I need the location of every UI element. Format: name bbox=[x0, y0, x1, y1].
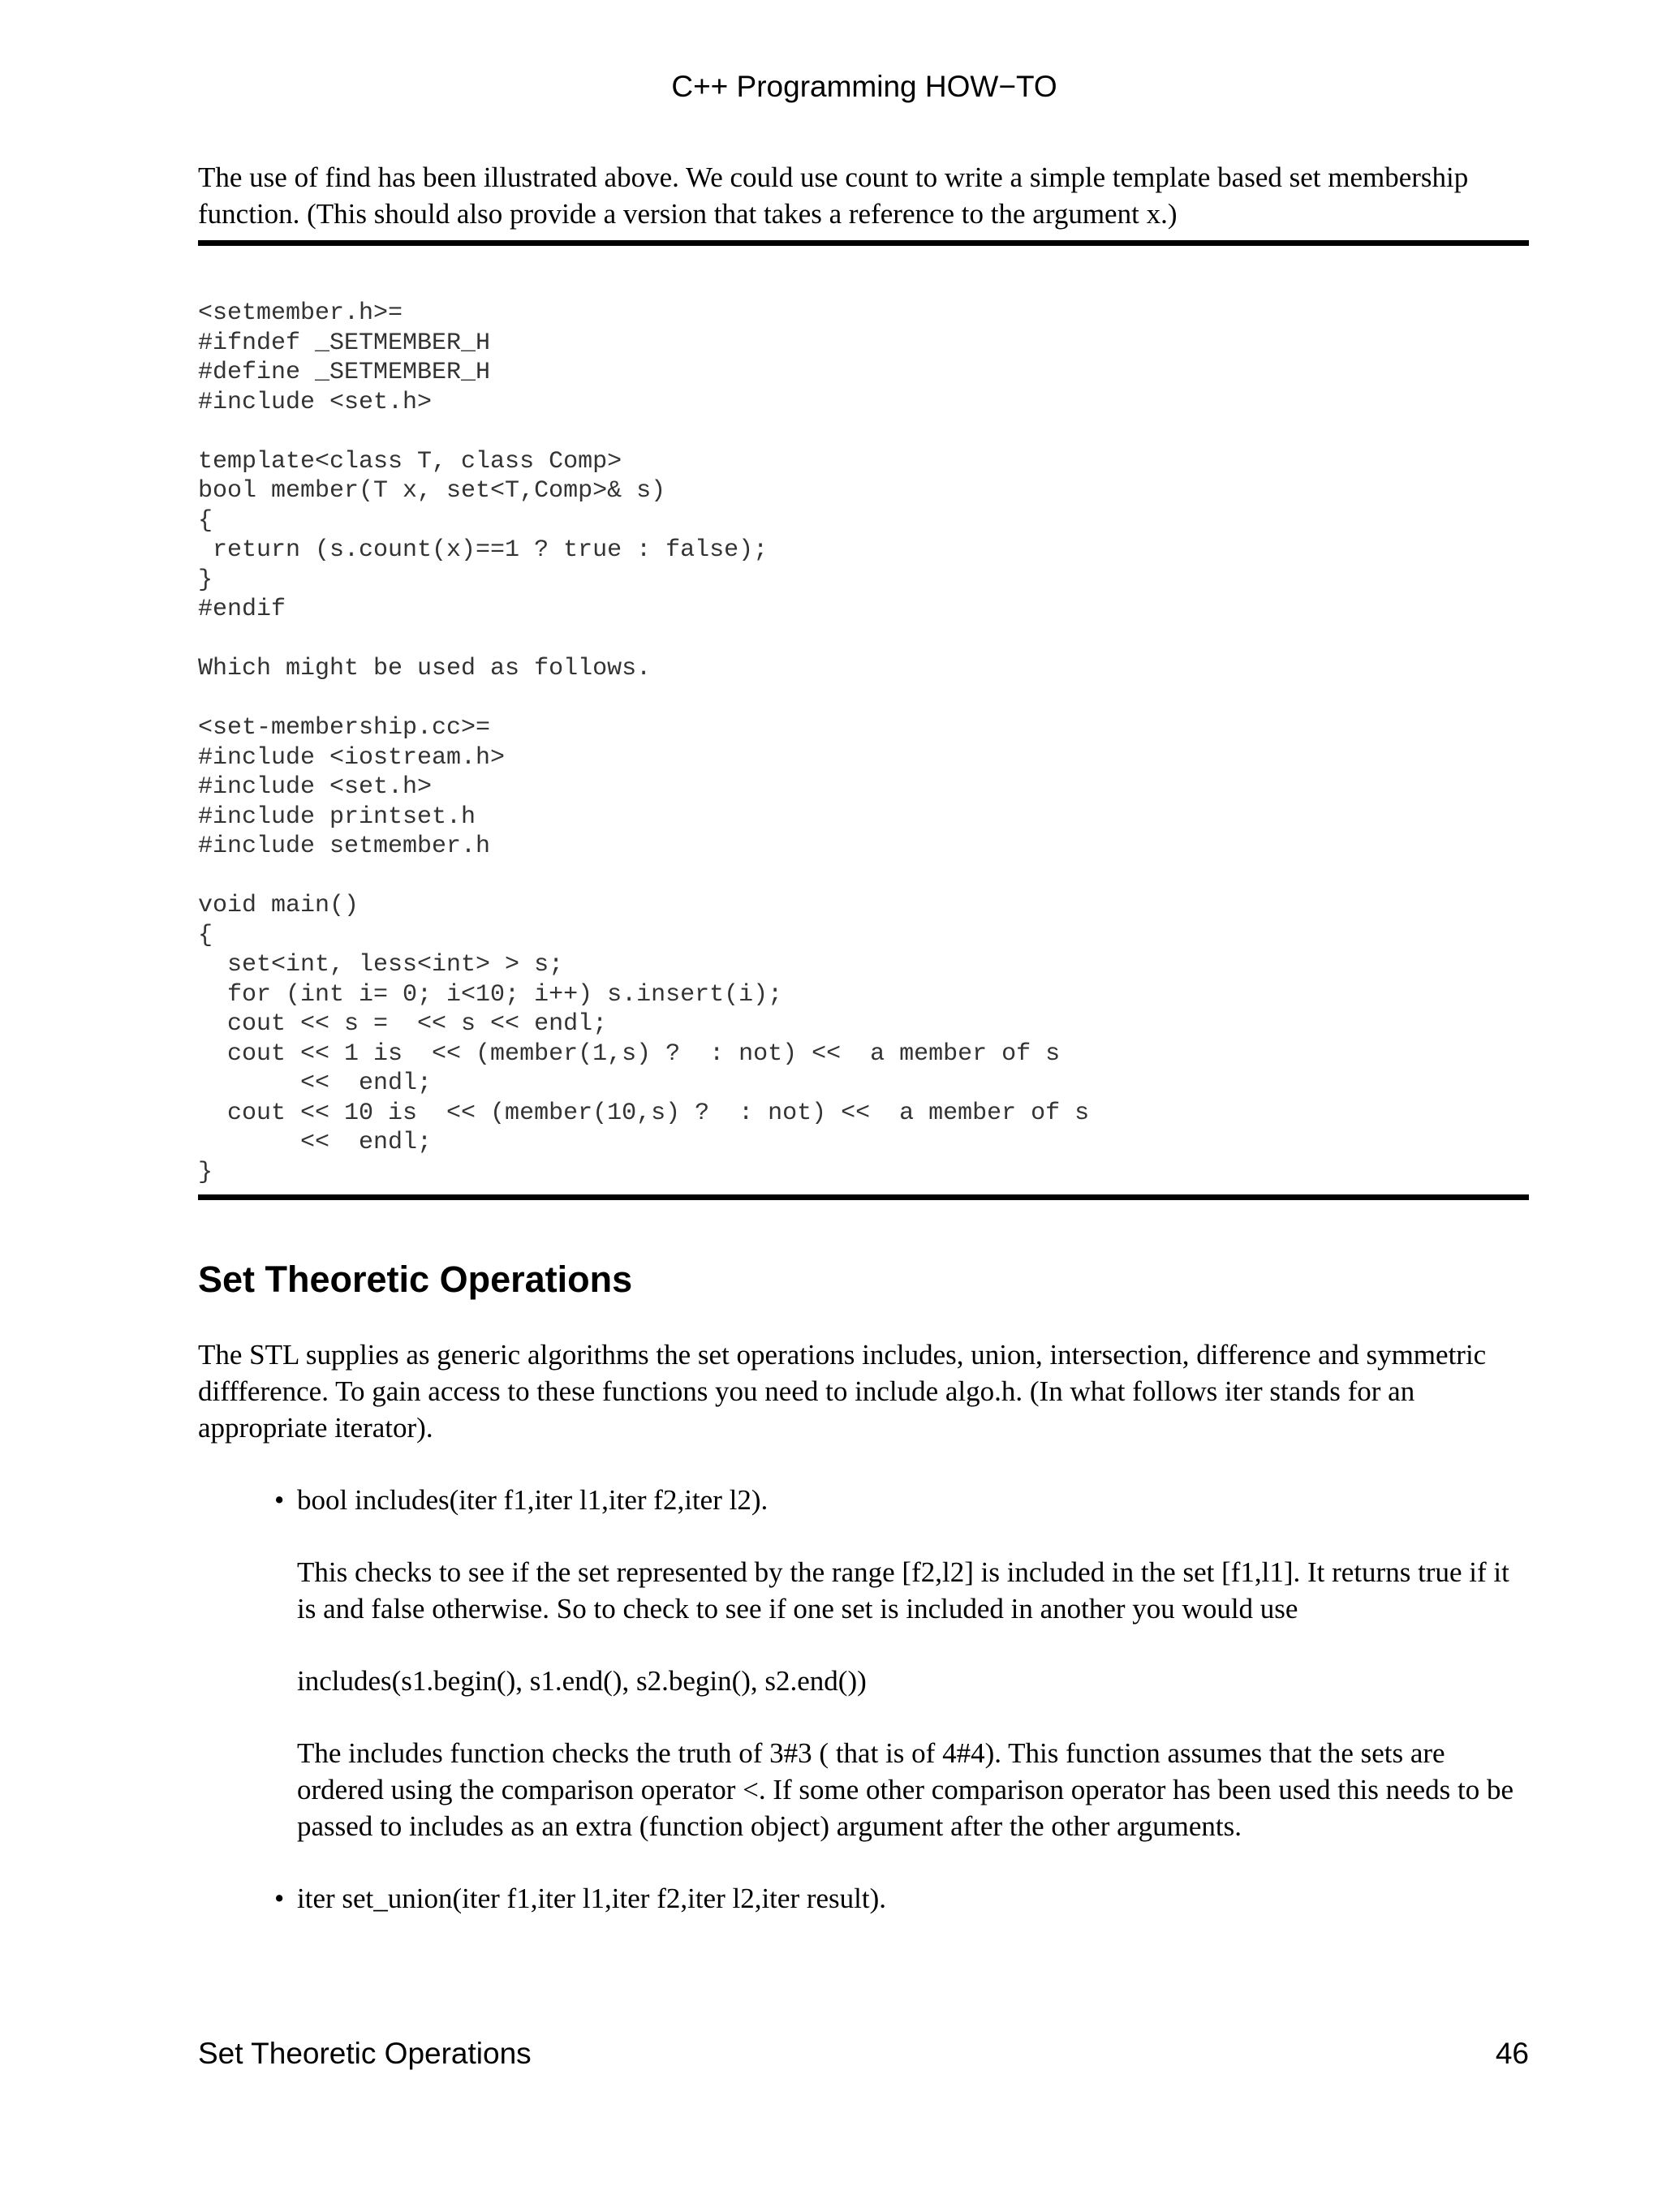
code-bottom-rule bbox=[198, 1194, 1529, 1200]
includes-notes: The includes function checks the truth of 3#3 ( that is of 4#4). This function assumes that the sets are ordered using the comparison operator <. If some other comparison operator has been used this needs to be passed to includes as an extra (function object) argument after the other arguments. bbox=[297, 1737, 1514, 1842]
code-listing: <setmember.h>= #ifndef _SETMEMBER_H #define _SETMEMBER_H #include <set.h> template<class T, class Comp> bool member(T x, set<T,Comp>& s) { return (s.count(x)==1 ? true : false); } #endif Which might be used as follows. <set-membership.cc>= #include <iostream.h> #include <set.h> #include printset.h #include setmember.h void main() { set<int, less<int> > s; for (int i= 0; i<10; i++) s.insert(i); cout << s = << s << endl; cout << 1 is << (member(1,s) ? : not) << a member of s << endl; cout << 10 is << (member(10,s) ? : not) << a member of s << endl; } bbox=[198, 299, 1090, 1186]
bullet-icon: • bbox=[274, 1484, 285, 1516]
intro-paragraph: The use of find has been illustrated above. We could use count to write a simple template based set membership function. (This should also provide a version that takes a reference to the argument x.) bbox=[198, 161, 1469, 230]
section-intro: The STL supplies as generic algorithms the set operations includes, union, intersection, difference and symmetric diffference. To gain access to these functions you need to include algo.h. (In what follows iter stands for an appropriate iterator). bbox=[198, 1339, 1487, 1444]
list-item-set-union bbox=[274, 1880, 1529, 1917]
includes-example: includes(s1.begin(), s1.end(), s2.begin(), s2.end()) bbox=[297, 1665, 867, 1697]
includes-signature: bool includes(iter f1,iter l1,iter f2,iter l2). bbox=[297, 1484, 769, 1516]
footer-page-number: 46 bbox=[1495, 2037, 1529, 2070]
set-union-signature: iter set_union(iter f1,iter l1,iter f2,iter l2,iter result). bbox=[297, 1883, 887, 1914]
operations-list bbox=[198, 1482, 1529, 1917]
list-item-includes bbox=[274, 1482, 1529, 1844]
footer-section-name: Set Theoretic Operations bbox=[198, 2037, 532, 2070]
page-content bbox=[198, 159, 1529, 1917]
bullet-icon: • bbox=[274, 1883, 285, 1914]
code-top-rule bbox=[198, 240, 1529, 246]
running-header: C++ Programming HOW−TO bbox=[671, 70, 1057, 103]
includes-description: This checks to see if the set represented by the range [f2,l2] is included in the set [f1,l1]. It returns true if it is and false otherwise. So to check to see if one set is included in another you would use bbox=[297, 1556, 1509, 1625]
section-title: Set Theoretic Operations bbox=[198, 1259, 633, 1300]
